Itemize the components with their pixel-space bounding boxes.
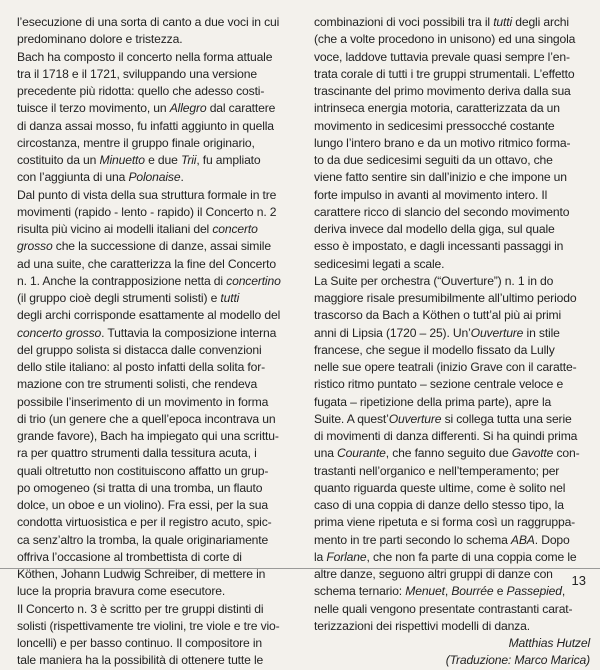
left-column-text — [17, 14, 297, 670]
right-text-line: trascinante del primo movimento deriva dalla sua — [314, 84, 571, 98]
right-text-line: nelle sue opere teatrali (inizio Grave con il caratte- — [314, 360, 577, 374]
left-text-line: l’esecuzione di una sorta di canto a due voci in cui — [17, 15, 280, 29]
right-text-line: lungo l’intero brano e da un motivo ritmico forma- — [314, 135, 571, 150]
left-text-line: di danza assai mosso, fu infatti aggiunto in quella — [17, 118, 274, 133]
left-text-line: solisti (rispettivamente tre violini, tre viole e tre vio- — [17, 618, 280, 633]
right-text-line: movimento in sedicesimi pressocché costante — [314, 118, 555, 133]
left-text-line: Bach ha composto il concerto nella forma attuale — [17, 49, 273, 64]
right-text-line: prima viene ripetuta e si forma così un raggruppa- — [314, 515, 576, 530]
right-text-line: (che a volte procedono in unisono) ed una singola — [314, 32, 576, 47]
left-text-line: di trio (un genere che a quell’epoca incontrava un — [17, 411, 276, 426]
left-text-line: quali oltretutto non costituiscono affatto un grup- — [17, 463, 269, 478]
left-text-line: ca senz’altro la tromba, la quale originariamente — [17, 532, 269, 547]
right-text-line: carattere ricco di slancio del secondo movimento — [314, 204, 570, 219]
right-text-line: forte impulso in avanti al movimento intero. Il — [314, 187, 548, 202]
right-text-line: sedicesimi legati a scale. — [314, 256, 445, 271]
right-text-line: ristico ritmo puntato – sezione centrale veloce e — [314, 377, 564, 392]
left-text-line: (il gruppo cioè degli strumenti solisti) e tutti — [17, 291, 240, 305]
left-text-line: grande favore), Bach ha impiegato qui una scrittu- — [17, 429, 279, 443]
right-text-line: francese, che segue il modello fissato da Lully — [314, 342, 555, 357]
left-text-line: risulta più vicino ai modelli italiani del concerto — [17, 222, 258, 236]
left-text-line: po omogeneo (si tratta di una tromba, un flauto — [17, 480, 263, 495]
left-text-line: concerto grosso. Tuttavia la composizione interna — [17, 325, 277, 340]
right-text-line: trascorso da Bach a Köthen o tutt’al più ai primi — [314, 308, 562, 323]
right-text-line: schema ternario: Menuet, Bourrée e Passepied, — [314, 584, 566, 599]
right-text-line: di movimenti di danza differenti. Si ha quindi prima — [314, 429, 578, 443]
author-signature: Matthias Hutzel — [508, 636, 590, 650]
left-text-line: con l’aggiunta di una Polonaise. — [17, 170, 184, 185]
left-text-line: luce la propria bravura come esecutore. — [17, 584, 226, 599]
right-text-line: trastanti nell’organico e nell’temperamento; per — [314, 463, 560, 478]
left-text-line: predominano dolore e tristezza. — [17, 32, 183, 47]
right-text-line: combinazioni di voci possibili tra il tutti degli archi — [314, 15, 569, 29]
bottom-rule — [0, 568, 600, 569]
right-text-line: trata corale di tutti i tre gruppi strumentali. L’effetto — [314, 66, 575, 81]
left-text-line: Köthen, Johann Ludwig Schreiber, di mettere in — [17, 567, 266, 581]
right-text-line: voce, laddove tuttavia prevale quasi sempre l’en- — [314, 49, 570, 64]
right-text-line: quanto riguarda queste ultime, come è solito nel — [314, 480, 566, 495]
left-text-line: circostanza, mentre il gruppo finale originario, — [17, 135, 255, 150]
left-text-line: precedente più ridotta: quello che adesso costi- — [17, 84, 265, 98]
right-text-line: la Forlane, che non fa parte di una coppia come le — [314, 549, 577, 564]
left-text-line: dello stile italiano: al posto infatti della solita for- — [17, 360, 266, 374]
left-text-line: degli archi corrisponde esattamente al modello del — [17, 308, 281, 323]
right-text-line: nelle quali vengono presentate contrastanti carat- — [314, 601, 573, 616]
left-text-line: n. 1. Anche la contrapposizione netta di concertino — [17, 273, 281, 288]
left-text-line: Dal punto di vista della sua struttura formale in tre — [17, 187, 277, 202]
right-text-line: deriva invece dal modello della giga, sul quale — [314, 222, 555, 236]
right-text-line: La Suite per orchestra (“Ouverture”) n. 1 in do — [314, 273, 554, 288]
left-text-line: dolce, un oboe e un violino). Fra essi, per la sua — [17, 498, 268, 512]
translation-credit: (Traduzione: Marco Marica) — [445, 653, 590, 668]
left-text-line: del gruppo solista si distacca dalle convenzioni — [17, 342, 262, 357]
right-text-line: mento in tre parti secondo lo schema ABA. Dopo — [314, 532, 570, 547]
right-text-line: fugata – ripetizione della prima parte), apre la — [314, 394, 552, 409]
left-text-line: tale maniera ha la possibilità di ottenere tutte le — [17, 653, 264, 668]
left-text-line: grosso che la successione di danze, assai simile — [17, 239, 271, 254]
left-text-line: tuisce il terzo movimento, un Allegro dal carattere — [17, 101, 276, 116]
left-text-line: tra il 1718 e il 1721, sviluppando una versione — [17, 66, 257, 81]
right-text-line: terizzazioni dei rispettivi modelli di danza. — [314, 618, 530, 633]
right-text-line: intrinseca energia motoria, caratterizzata da un — [314, 101, 560, 116]
left-text-line: loncelli) e per basso continuo. Il compositore in — [17, 636, 263, 650]
left-text-line: condotta virtuosistica e per il registro acuto, spic- — [17, 515, 272, 530]
left-text-line: Il Concerto n. 3 è scritto per tre gruppi distinti di — [17, 601, 264, 616]
left-text-line: ra per quattro strumenti dalla tessitura acuta, i — [17, 446, 257, 461]
page-number: 13 — [571, 573, 586, 588]
right-text-line: esso è impostato, e dagli incessanti passaggi in — [314, 239, 564, 254]
left-text-line: movimenti (rapido - lento - rapido) il Concerto n. 2 — [17, 204, 277, 219]
right-text-line: Suite. A quest’Ouverture si collega tutta una serie — [314, 411, 572, 426]
right-text-line: viene fatto sentire sin dall’inizio e che impone un — [314, 170, 567, 185]
left-text-line: mazione con tre strumenti solisti, che rendeva — [17, 377, 258, 392]
right-text-line: caso di una coppia di danze dello stesso tipo, la — [314, 498, 564, 512]
right-text-line: una Courante, che fanno seguito due Gavotte con- — [314, 446, 580, 461]
left-text-line: costituito da un Minuetto e due Trii, fu ampliato — [17, 153, 261, 167]
left-text-line: possibile l’inserimento di un movimento in forma — [17, 394, 269, 409]
left-text-line: ad una suite, che caratterizza la fine del Concerto — [17, 256, 276, 271]
right-text-line: maggiore risale presumibilmente all’ultimo periodo — [314, 291, 577, 305]
left-text-line: offriva l’occasione al trombettista di corte di — [17, 549, 242, 564]
right-column-text — [314, 14, 590, 670]
right-text-line: altre danze, seguono altri gruppi di danze con — [314, 567, 553, 581]
right-text-line: anni di Lipsia (1720 – 25). Un’Ouverture in stile — [314, 325, 560, 340]
right-text-line: to da due sedicesimi seguiti da un ottavo, che — [314, 153, 553, 167]
